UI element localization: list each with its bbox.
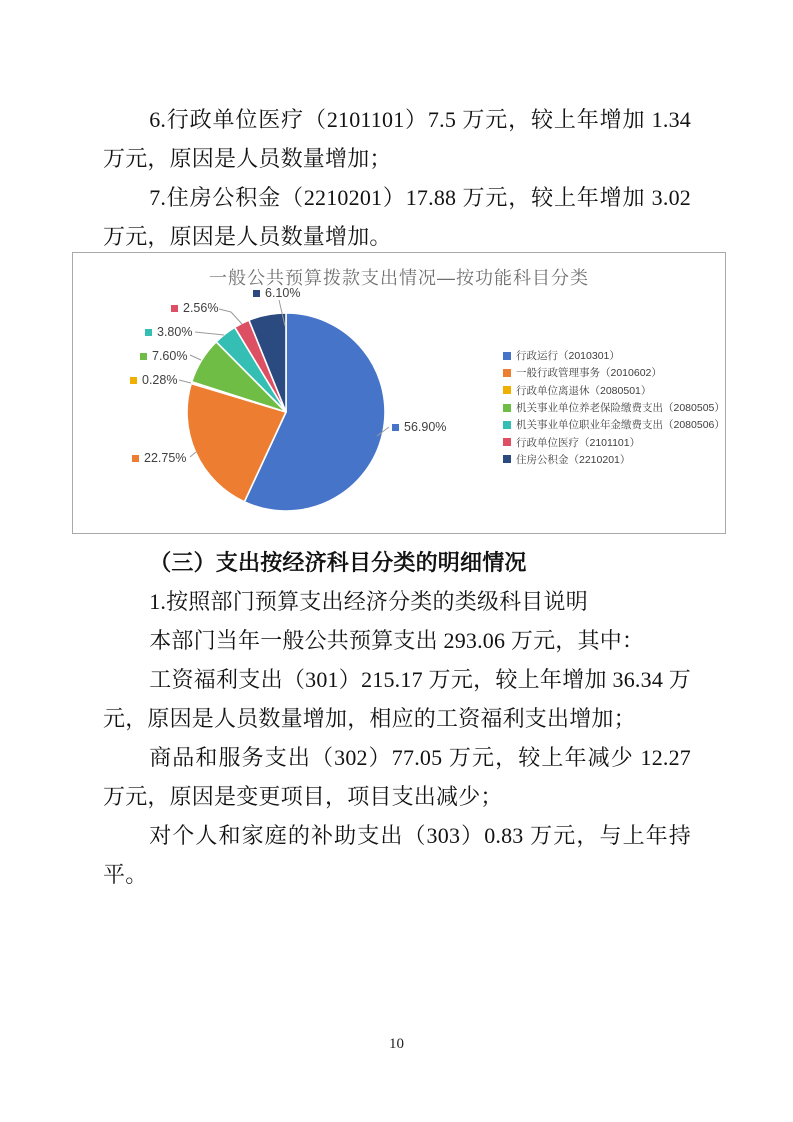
percent-value: 0.28% <box>142 373 178 387</box>
label-leader-line <box>190 452 196 457</box>
paragraph-subsidy: 对个人和家庭的补助支出（303）0.83 万元，与上年持平。 <box>103 823 691 887</box>
paragraph-housing-fund: 7.住房公积金（2210201）17.88 万元，较上年增加 3.02 万元，原因是人员数量增加。 <box>103 185 691 249</box>
percent-value: 2.56% <box>183 301 219 315</box>
paragraph-wage: 工资福利支出（301）215.17 万元，较上年增加 36.34 万元，原因是人员数量增加，相应的工资福利支出增加； <box>103 667 691 731</box>
label-leader-line <box>179 380 191 383</box>
percent-value: 56.90% <box>404 420 447 434</box>
legend-swatch-icon <box>503 404 511 412</box>
paragraph-class-explain: 1.按照部门预算支出经济分类的类级科目说明 <box>149 589 588 614</box>
chart-legend <box>503 347 725 468</box>
label-swatch-icon <box>253 290 260 297</box>
percent-value: 22.75% <box>144 451 187 465</box>
pie-percent-label <box>140 349 187 363</box>
label-leader-line <box>195 332 224 335</box>
legend-label: 机关事业单位职业年金缴费支出（2080506） <box>516 419 725 432</box>
legend-label: 一般行政管理事务（2010602） <box>516 367 662 380</box>
label-swatch-icon <box>132 455 139 462</box>
paragraph-total: 本部门当年一般公共预算支出 293.06 万元，其中： <box>149 628 645 653</box>
legend-item <box>503 382 725 399</box>
legend-swatch-icon <box>503 386 511 394</box>
legend-label: 行政运行（2010301） <box>516 350 620 363</box>
percent-value: 3.80% <box>157 325 193 339</box>
label-swatch-icon <box>171 305 178 312</box>
paragraph-goods-services: 商品和服务支出（302）77.05 万元，较上年减少 12.27 万元，原因是变更项目，项目支出减少； <box>103 745 691 809</box>
label-leader-line <box>190 355 201 360</box>
legend-item <box>503 347 725 364</box>
legend-label: 机关事业单位养老保险缴费支出（2080505） <box>516 402 725 415</box>
legend-item <box>503 433 725 450</box>
label-leader-line <box>219 309 242 324</box>
legend-label: 行政单位医疗（2101101） <box>516 436 641 449</box>
legend-item <box>503 399 725 416</box>
legend-label: 住房公积金（2210201） <box>516 453 631 466</box>
section-heading: （三）支出按经济科目分类的明细情况 <box>149 550 527 575</box>
label-swatch-icon <box>130 377 137 384</box>
legend-item <box>503 451 725 468</box>
legend-swatch-icon <box>503 352 511 360</box>
legend-item <box>503 364 725 381</box>
bottom-paragraphs <box>103 543 691 894</box>
label-swatch-icon <box>145 329 152 336</box>
page-number: 10 <box>389 1036 404 1052</box>
percent-value: 6.10% <box>265 286 301 300</box>
legend-swatch-icon <box>503 455 511 463</box>
pie-percent-label <box>145 325 192 339</box>
pie-percent-label <box>253 286 300 300</box>
legend-label: 行政单位离退休（2080501） <box>516 384 652 397</box>
pie-percent-label <box>392 420 446 434</box>
top-paragraphs <box>103 100 691 256</box>
chart-title: 一般公共预算拨款支出情况—按功能科目分类 <box>209 268 589 288</box>
label-swatch-icon <box>140 353 147 360</box>
legend-swatch-icon <box>503 369 511 377</box>
chart-panel <box>72 252 726 534</box>
legend-item <box>503 416 725 433</box>
percent-value: 7.60% <box>152 349 188 363</box>
paragraph-medical: 6.行政单位医疗（2101101）7.5 万元，较上年增加 1.34 万元，原因是人员数量增加； <box>103 107 691 171</box>
pie-percent-label <box>171 301 218 315</box>
label-swatch-icon <box>392 424 399 431</box>
pie-percent-label <box>132 451 186 465</box>
legend-swatch-icon <box>503 438 511 446</box>
pie-percent-label <box>130 373 177 387</box>
legend-swatch-icon <box>503 421 511 429</box>
